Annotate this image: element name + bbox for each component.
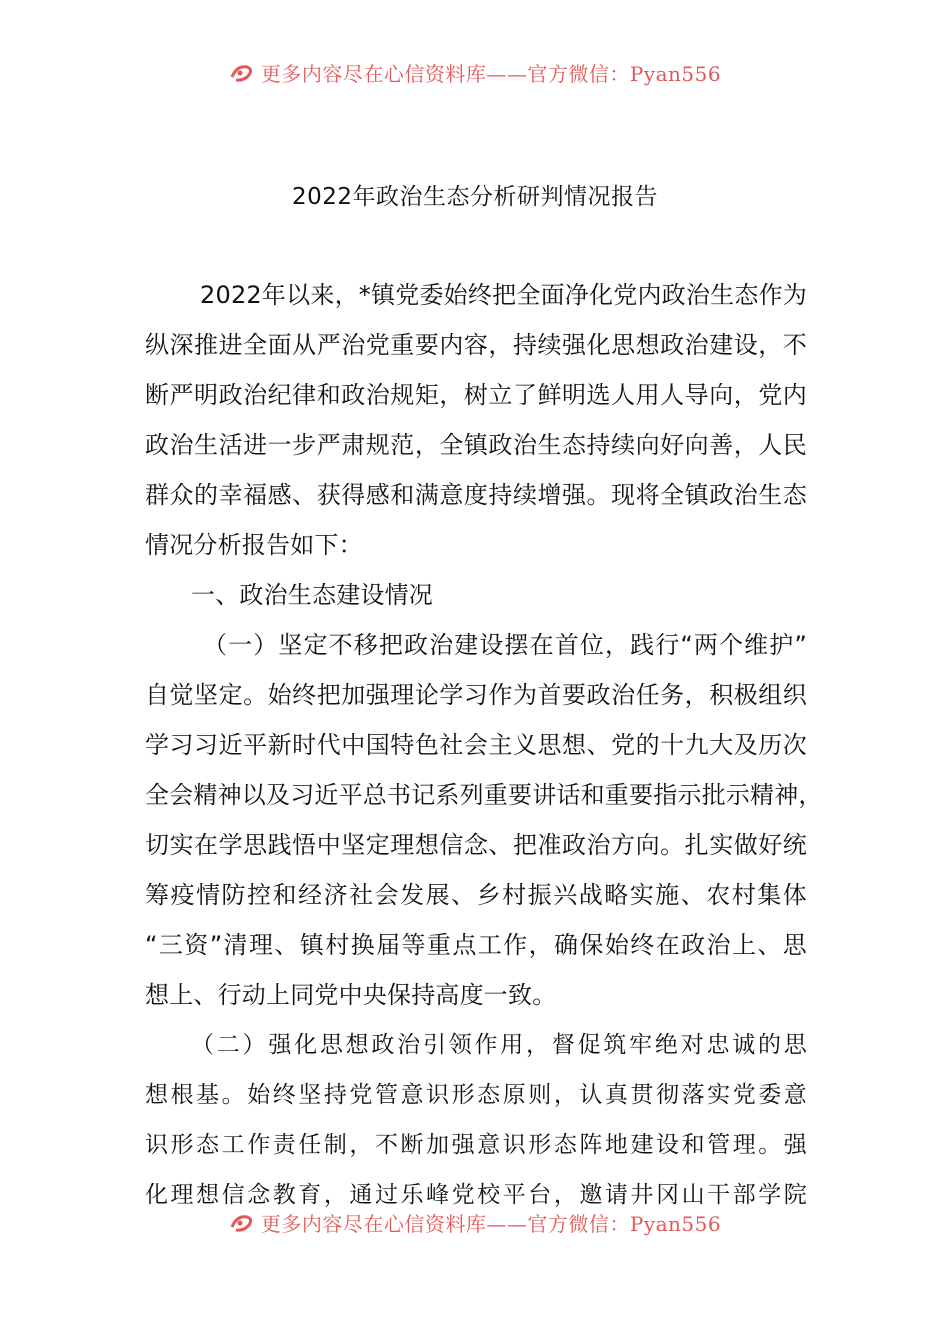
body-line: 学习习近平新时代中国特色社会主义思想、党的十九大及历次 [145, 731, 807, 759]
watermark-text: 更多内容尽在心信资料库——官方微信：Pyan556 [260, 62, 722, 86]
document-body [145, 270, 823, 1220]
subsection-heading: （二）强化思想政治引领作用，督促筑牢绝对忠诚的思 [191, 1032, 807, 1058]
body-line: 政治生活进一步严肃规范，全镇政治生态持续向好向善，人民 [145, 431, 807, 459]
body-line: 全会精神以及习近平总书记系列重要讲话和重要指示批示精神， [145, 781, 823, 809]
watermark-footer [0, 1208, 950, 1237]
body-line: 切实在学思践悟中坚定理想信念、把准政治方向。扎实做好统 [145, 831, 807, 859]
watermark-logo-icon [229, 1212, 255, 1234]
body-line: 筹疫情防控和经济社会发展、乡村振兴战略实施、农村集体 [145, 881, 807, 909]
body-line: 群众的幸福感、获得感和满意度持续增强。现将全镇政治生态 [145, 481, 807, 509]
watermark-text: 更多内容尽在心信资料库——官方微信：Pyan556 [260, 1212, 722, 1236]
body-line: 想根基。始终坚持党管意识形态原则，认真贯彻落实党委意 [145, 1082, 807, 1108]
body-line: 断严明政治纪律和政治规矩，树立了鲜明选人用人导向，党内 [145, 381, 807, 409]
section-heading: 一、政治生态建设情况 [191, 581, 433, 609]
document-title: 2022年政治生态分析研判情况报告 [291, 184, 659, 210]
body-line: 想上、行动上同党中央保持高度一致。 [145, 981, 557, 1009]
watermark-header [0, 58, 950, 87]
body-line: 纵深推进全面从严治党重要内容，持续强化思想政治建设，不 [145, 331, 807, 359]
body-line: “三资”清理、镇村换届等重点工作，确保始终在政治上、思 [145, 931, 807, 959]
subsection-heading: （一）坚定不移把政治建设摆在首位，践行“两个维护” [203, 631, 807, 659]
body-line: 识形态工作责任制，不断加强意识形态阵地建设和管理。强 [145, 1132, 807, 1158]
body-line: 情况分析报告如下： [145, 531, 363, 559]
body-line: 2022年以来，*镇党委始终把全面净化党内政治生态作为 [200, 281, 807, 309]
body-line: 化理想信念教育，通过乐峰党校平台，邀请井冈山干部学院 [145, 1182, 807, 1208]
body-line: 自觉坚定。始终把加强理论学习作为首要政治任务，积极组织 [145, 681, 807, 709]
watermark-logo-icon [229, 62, 255, 84]
